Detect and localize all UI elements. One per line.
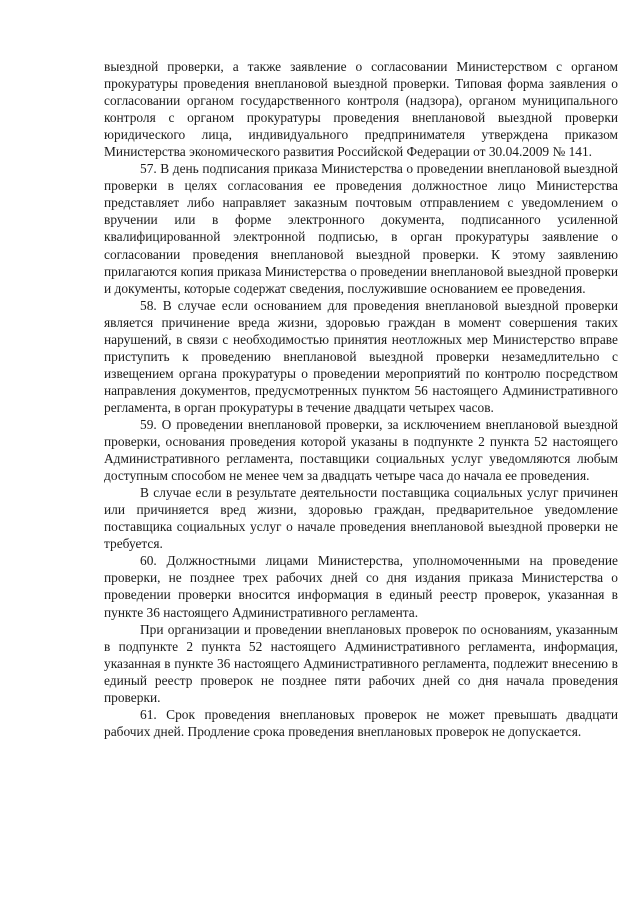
paragraph-60: 60. Должностными лицами Министерства, уполномоченными на проведение проверки, не позднее трех рабочих дней со дня издания приказа Министерства о проведении проверки вносится информация в единый реестр проверок, указанная в пункте 36 настоящего Административного регламента.: [104, 553, 618, 620]
paragraph-57: 57. В день подписания приказа Министерства о проведении внеплановой выездной проверки в целях согласования ее проведения должностное лицо Министерства представляет либо направляет заказным почтовым отправлением с уведомлением о вручении или в форме электронного документа, подписанного усиленной квалифицированной электронной подписью, в орган прокуратуры заявление о согласовании проведения внеплановой выездной проверки. К этому заявлению прилагаются копия приказа Министерства о проведении внеплановой выездной проверки и документы, которые содержат сведения, послужившие основанием ее проведения.: [104, 161, 618, 296]
paragraph-59-notice: В случае если в результате деятельности поставщика социальных услуг причинен или причиняется вред жизни, здоровью граждан, предварительное уведомление поставщика социальных услуг о начале проведения внеплановой выездной проверки не требуется.: [104, 485, 618, 552]
paragraph-60-registry: При организации и проведении внеплановых проверок по основаниям, указанным в подпункте 2 пункта 52 настоящего Административного регламента, информация, указанная в пункте 36 настоящего Административного регламента, подлежит внесению в единый реестр проверок не позднее пяти рабочих дней со дня начала проведения проверки.: [104, 621, 618, 705]
paragraph-continuation: выездной проверки, а также заявление о согласовании Министерством с органом прокуратуры проведения внеплановой выездной проверки. Типовая форма заявления о согласовании органом государственного контроля (надзора), органом муниципального контроля с органом прокуратуры проведения внеплановой выездной проверки юридического лица, индивидуального предпринимателя утверждена приказом Министерства экономического развития Российской Федерации от 30.04.2009 № 141.: [104, 59, 618, 160]
paragraph-58: 58. В случае если основанием для проведения внеплановой выездной проверки является причинение вреда жизни, здоровью граждан в момент совершения таких нарушений, в связи с необходимостью принятия неотложных мер Министерство вправе приступить к проведению внеплановой выездной проверки незамедлительно с извещением органа прокуратуры о проведении мероприятий по контролю посредством направления документов, предусмотренных пунктом 56 настоящего Административного регламента, в орган прокуратуры в течение двадцати четырех часов.: [104, 297, 618, 415]
paragraph-61: 61. Срок проведения внеплановых проверок не может превышать двадцати рабочих дней. Продление срока проведения внеплановых проверок не допускается.: [104, 706, 618, 739]
paragraph-59: 59. О проведении внеплановой проверки, за исключением внеплановой выездной проверки, основания проведения которой указаны в подпункте 2 пункта 52 настоящего Административного регламента, поставщики социальных услуг уведомляются любым доступным способом не менее чем за двадцать четыре часа до начала ее проведения.: [104, 416, 618, 484]
